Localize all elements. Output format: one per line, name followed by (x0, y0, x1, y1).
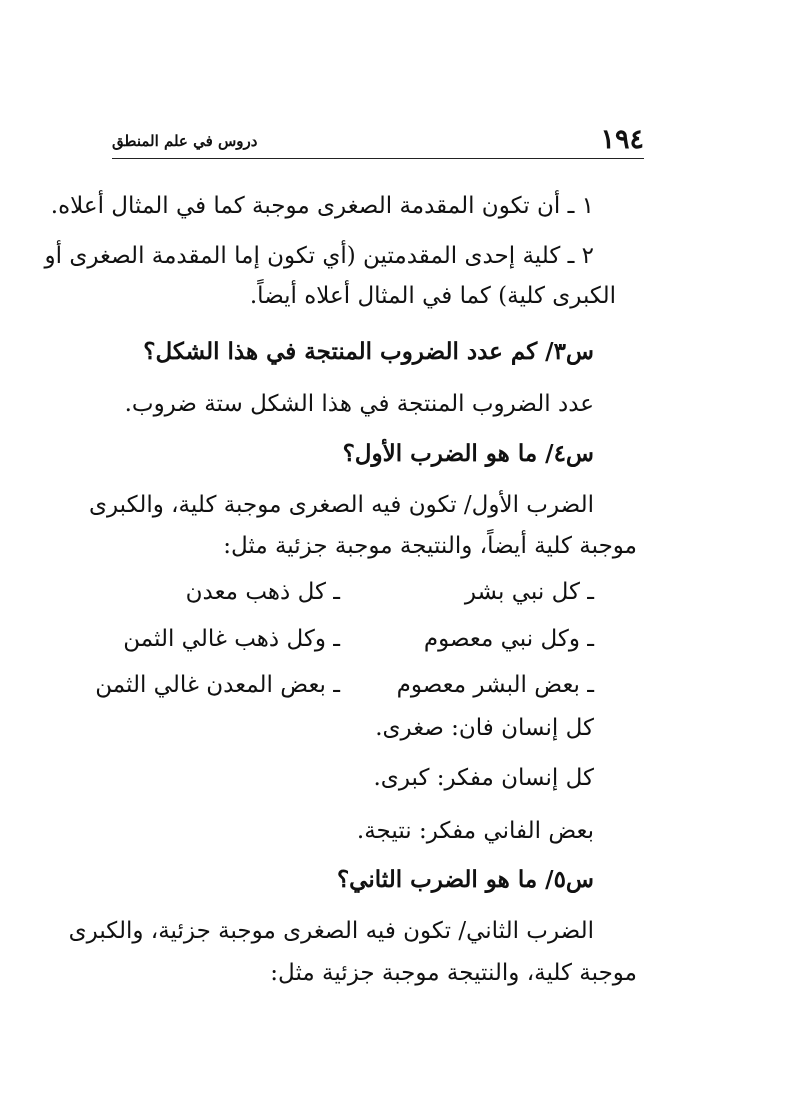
example-2-line-2: كل إنسان مفكر: كبرى. (373, 765, 594, 791)
page-header (112, 124, 644, 156)
question-3: س٣/ كم عدد الضروب المنتجة في هذا الشكل؟ (143, 338, 594, 365)
question-5: س٥/ ما هو الضرب الثاني؟ (336, 866, 594, 893)
running-title: دروس في علم المنطق (112, 132, 258, 150)
example-2-line-3: بعض الفاني مفكر: نتيجة. (356, 818, 594, 844)
answer-3: عدد الضروب المنتجة في هذا الشكل ستة ضروب. (124, 391, 594, 417)
example-1-left-line-2: ـ وكل ذهب غالي الثمن (123, 626, 340, 652)
example-1-left-line-3: ـ بعض المعدن غالي الثمن (95, 672, 340, 698)
question-4: س٤/ ما هو الضرب الأول؟ (342, 440, 594, 467)
header-rule (112, 158, 644, 159)
paragraph-condition-2-line-1: ٢ ـ كلية إحدى المقدمتين (أي تكون إما المقدمة الصغرى أو (44, 243, 594, 269)
answer-5-line-2: موجبة كلية، والنتيجة موجبة جزئية مثل: (270, 960, 637, 986)
example-1-right-line-2: ـ وكل نبي معصوم (423, 626, 594, 652)
paragraph-condition-1: ١ ـ أن تكون المقدمة الصغرى موجبة كما في المثال أعلاه. (50, 193, 594, 219)
answer-4-line-1: الضرب الأول/ تكون فيه الصغرى موجبة كلية، والكبرى (88, 492, 594, 518)
page-number: ١٩٤ (600, 124, 644, 155)
answer-4-line-2: موجبة كلية أيضاً، والنتيجة موجبة جزئية مثل: (223, 533, 637, 559)
example-1-left-line-1: ـ كل ذهب معدن (185, 579, 340, 605)
example-2-line-1: كل إنسان فان: صغرى. (375, 715, 594, 741)
example-1-right-line-1: ـ كل نبي بشر (464, 579, 594, 605)
example-1-right-line-3: ـ بعض البشر معصوم (396, 672, 594, 698)
paragraph-condition-2-line-2: الكبرى كلية) كما في المثال أعلاه أيضاً. (249, 283, 616, 309)
answer-5-line-1: الضرب الثاني/ تكون فيه الصغرى موجبة جزئية، والكبرى (68, 918, 594, 944)
